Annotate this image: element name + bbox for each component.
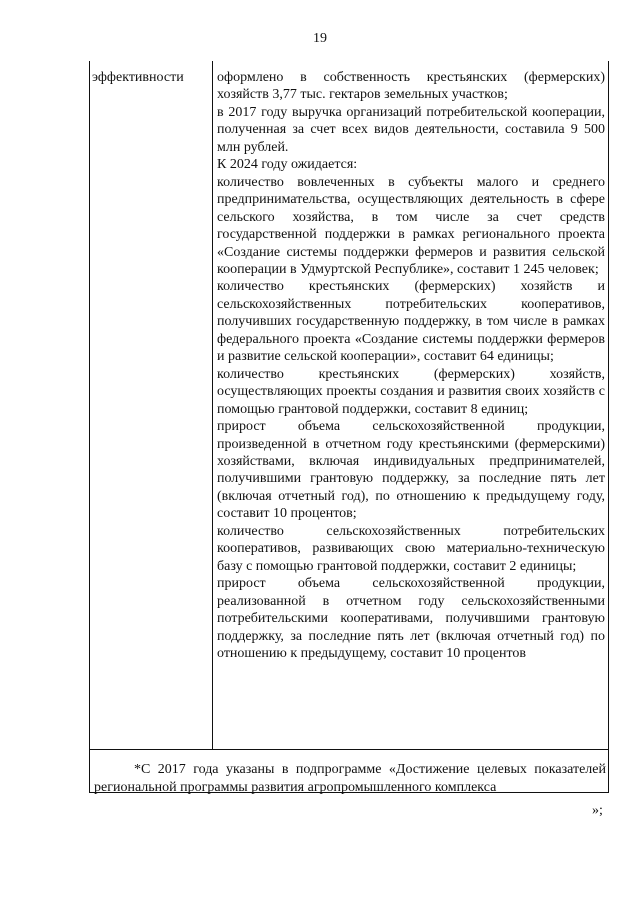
- right-cell-paragraph: количество крестьянских (фермерских) хозяйств и сельскохозяйственных потребительских кооперативов, получивших государственную поддержку, в том числе в рамках федерального проекта «Создание системы поддержки фермеров и развитие сельской кооперации», составит 64 единицы;: [217, 279, 605, 365]
- footnote-line: региональной программы развития агропромышленного комплекса: [94, 780, 497, 795]
- footnote: [94, 761, 606, 797]
- right-cell-paragraph: прирост объема сельскохозяйственной продукции, произведенной в отчетном году крестьянскими (фермерскими) хозяйствами, включая индивидуальных предпринимателей, получившими грантовую поддержку, за последние пять лет (включая отчетный год), по отношению к предыдущему году, составит 10 процентов;: [217, 419, 605, 522]
- left-cell-text: эффективности: [92, 70, 184, 85]
- right-cell-paragraph: количество крестьянских (фермерских) хозяйств, осуществляющих проекты создания и развития своих хозяйств с помощью грантовой поддержки, составит 8 единиц;: [217, 366, 605, 417]
- table-border-left: [89, 61, 90, 793]
- closing-quote-mark: »;: [592, 803, 603, 818]
- right-cell-paragraph: К 2024 году ожидается:: [217, 157, 358, 173]
- footnote-line: *С 2017 года указаны в подпрограмме «Достижение целевых показателей: [134, 762, 606, 777]
- right-cell-paragraph: в 2017 году выручка организаций потребительской кооперации, полученная за счет всех видов деятельности, составила 9 500 млн рублей.: [217, 104, 605, 155]
- table-column-divider: [212, 61, 213, 749]
- table-border-right: [608, 61, 609, 793]
- table-row-divider: [89, 749, 609, 750]
- right-cell-paragraph: оформлено в собственность крестьянских (фермерских) хозяйств 3,77 тыс. гектаров земельных участков;: [217, 70, 605, 103]
- right-cell-paragraph: количество вовлеченных в субъекты малого и среднего предпринимательства, осуществляющих деятельность в сфере сельского хозяйства, в том числе за счет средств государственной поддержки в рамках регионального проекта «Создание системы поддержки фермеров и развития сельской кооперации в Удмуртской Республике», составит 1 245 человек;: [217, 174, 605, 277]
- right-cell-paragraph: количество сельскохозяйственных потребительских кооперативов, развивающих свою материально-техническую базу с помощью грантовой поддержки, составит 2 единицы;: [217, 523, 605, 574]
- page-number: 19: [313, 31, 327, 46]
- right-cell-paragraph: прирост объема сельскохозяйственной продукции, реализованной в отчетном году сельскохозяйственными потребительскими кооперативами, получившими грантовую поддержку, за последние пять лет (включая отчетный год) по отношению к предыдущему, составит 10 процентов: [217, 576, 605, 661]
- right-cell: [217, 69, 605, 662]
